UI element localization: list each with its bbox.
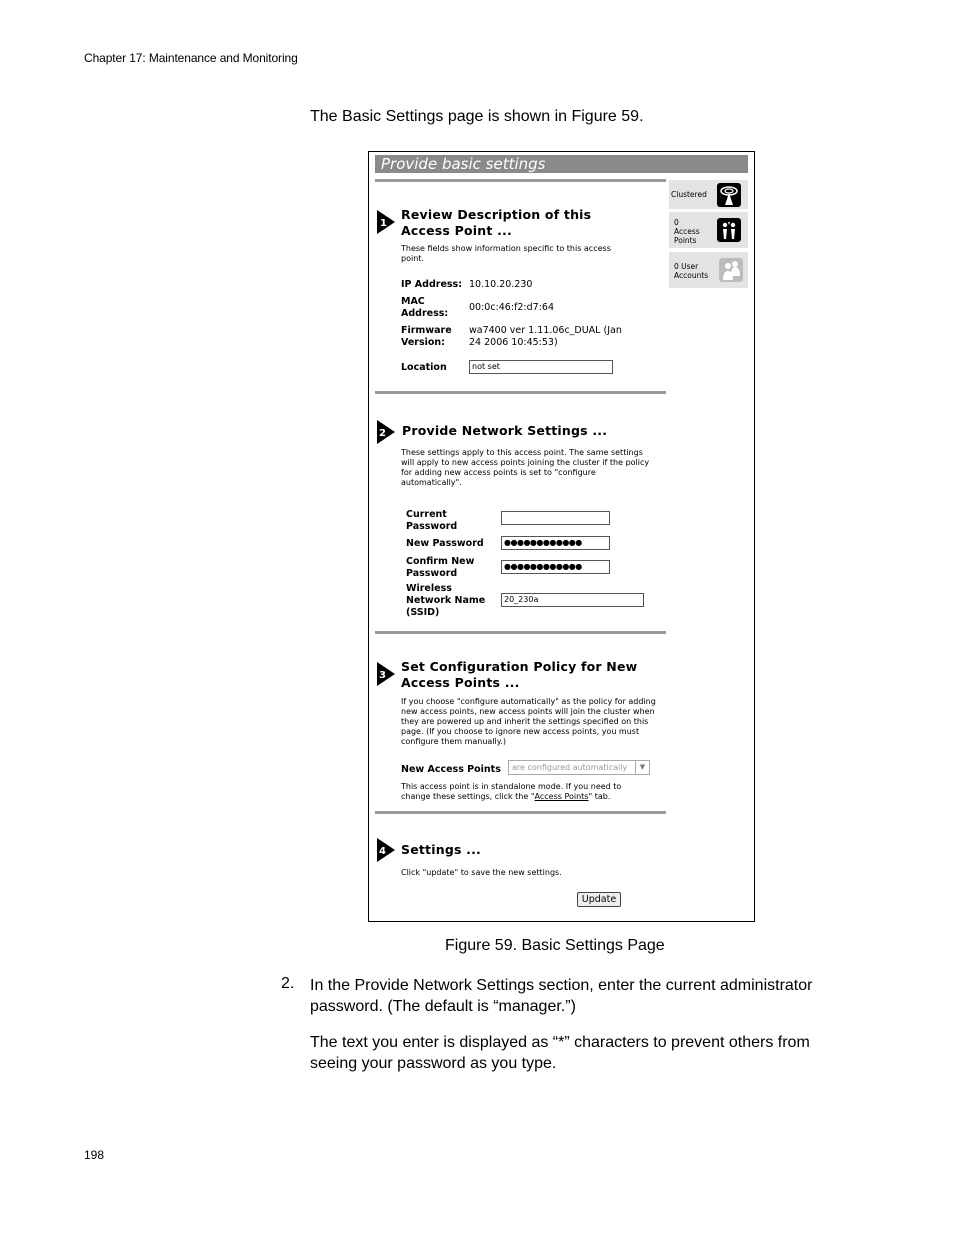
sidebar-item-user-accounts[interactable] [669, 252, 748, 288]
current-password-input[interactable] [501, 511, 610, 525]
section-3-description: If you choose "configure automatically" as the policy for adding new access points, new access points will join the cluster when they are powered up and inherit the settings specified on this page. (If you choose to ignore new access points, you must configure them manually.) [401, 697, 656, 746]
figure-caption: Figure 59. Basic Settings Page [445, 937, 665, 954]
section-2-description: These settings apply to this access point. The same settings will apply to new access points joining the cluster if the policy for adding new access points is set to "configure automatically". [401, 448, 650, 487]
new-access-points-selected-value: are configured automatically [512, 763, 628, 772]
firmware-version-label: Firmware Version: [401, 325, 452, 348]
sidebar-item-label: Clustered [671, 190, 707, 199]
ip-address-value: 10.10.20.230 [469, 279, 533, 290]
update-button[interactable]: Update [577, 892, 621, 907]
location-input[interactable]: not set [469, 360, 613, 374]
page-number: 198 [84, 1148, 105, 1162]
location-label: Location [401, 362, 447, 373]
step-1-number: 1 [380, 218, 387, 229]
section-4-description: Click "update" to save the new settings. [401, 868, 562, 877]
firmware-version-value: wa7400 ver 1.11.06c_DUAL (Jan 24 2006 10:45:53) [469, 325, 622, 348]
sidebar-item-clustered[interactable] [669, 180, 748, 209]
step-number: 2. [281, 975, 295, 992]
password-note-paragraph: The text you enter is displayed as “*” characters to prevent others from seeing your password as you type. [310, 1034, 810, 1072]
step-3-number: 3 [379, 670, 386, 681]
standalone-note: This access point is in standalone mode. If you need to change these settings, click the "Access Points" tab. [401, 782, 622, 801]
step-4-marker-icon [377, 838, 395, 860]
confirm-password-label: Confirm New Password [406, 556, 475, 579]
new-password-input[interactable]: ●●●●●●●●●●●● [501, 536, 610, 550]
access-points-icon [717, 218, 741, 242]
clustered-icon [717, 183, 741, 207]
section-2-title: Provide Network Settings ... [402, 423, 608, 438]
section-3-title: Set Configuration Policy for New Access Points ... [401, 659, 638, 690]
section-4-title: Settings ... [401, 842, 482, 857]
figure-title: Provide basic settings [381, 155, 546, 173]
step-2-number: 2 [379, 428, 386, 439]
access-points-link[interactable]: Access Points [534, 792, 589, 801]
section-1-title: Review Description of this Access Point ... [401, 207, 592, 238]
new-access-points-select[interactable] [508, 760, 650, 775]
sidebar-item-label: 0 Access Points [674, 218, 700, 245]
ssid-label: Wireless Network Name (SSID) [406, 583, 486, 618]
sidebar-item-label: 0 User Accounts [674, 262, 709, 280]
section-divider [375, 179, 666, 182]
figure-basic-settings [368, 151, 755, 922]
ip-address-label: IP Address: [401, 279, 462, 290]
chevron-down-icon: ▼ [635, 761, 649, 774]
ssid-input[interactable]: 20_230a [501, 593, 644, 607]
step-1-marker-icon [377, 210, 395, 232]
current-password-label: Current Password [406, 509, 458, 532]
mac-address-value: 00:0c:46:f2:d7:64 [469, 302, 554, 313]
section-1-description: These fields show information specific to this access point. [401, 244, 611, 263]
new-access-points-label: New Access Points [401, 764, 501, 775]
step-text: In the Provide Network Settings section, enter the current administrator password. (The default is “manager.”) [310, 977, 813, 1015]
step-3-marker-icon [377, 662, 395, 684]
step-2-marker-icon [377, 420, 395, 442]
sidebar-item-access-points[interactable] [669, 212, 748, 248]
new-password-label: New Password [406, 538, 484, 549]
confirm-password-input[interactable]: ●●●●●●●●●●●● [501, 560, 610, 574]
step-4-number: 4 [379, 846, 386, 857]
intro-paragraph: The Basic Settings page is shown in Figure 59. [310, 108, 644, 125]
section-divider [375, 391, 666, 394]
chapter-header: Chapter 17: Maintenance and Monitoring [84, 51, 298, 65]
mac-address-label: MAC Address: [401, 296, 449, 319]
section-divider [375, 631, 666, 634]
section-divider [375, 811, 666, 814]
user-accounts-icon [719, 258, 743, 282]
